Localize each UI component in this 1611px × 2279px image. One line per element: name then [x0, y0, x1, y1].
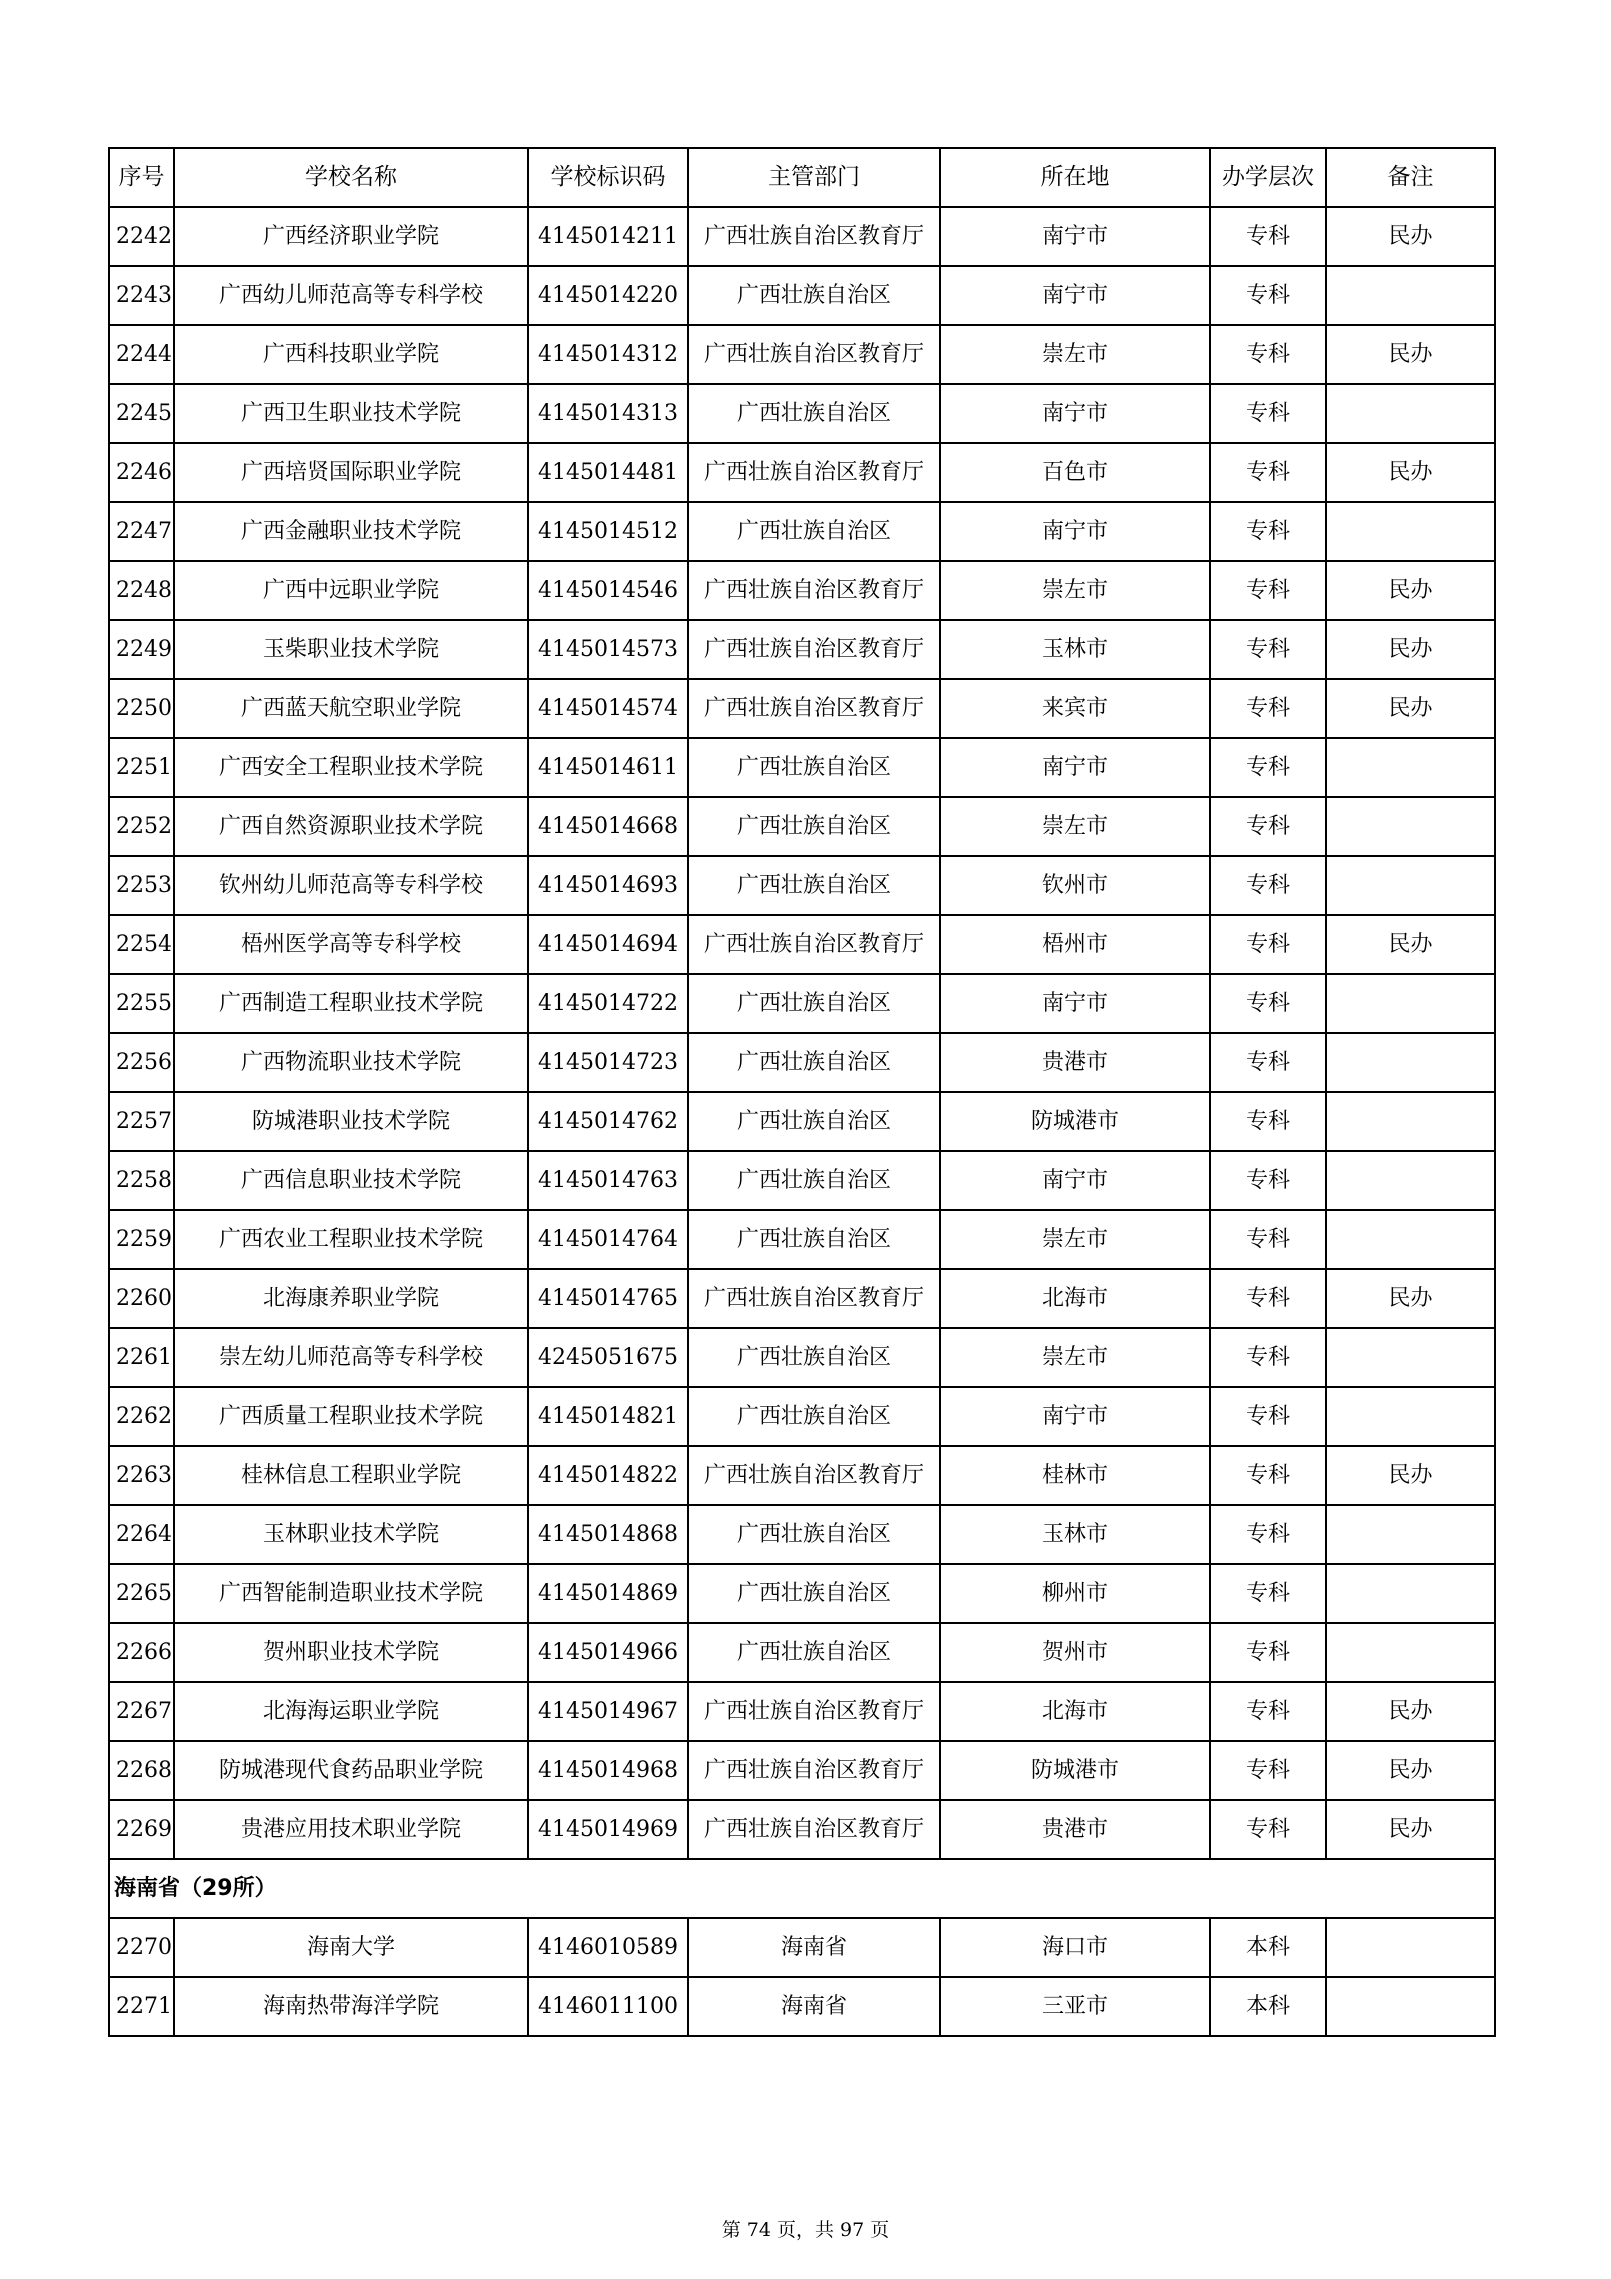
page-footer: 第 74 页，共 97 页 [721, 2219, 890, 2241]
school-name: 玉林职业技术学院 [174, 1505, 528, 1564]
table-row [109, 856, 1495, 915]
department: 海南省 [688, 1918, 940, 1977]
row-index: 2261 [109, 1328, 174, 1387]
row-index: 2256 [109, 1033, 174, 1092]
school-name: 贺州职业技术学院 [174, 1623, 528, 1682]
row-index: 2255 [109, 974, 174, 1033]
table-row [109, 1033, 1495, 1092]
row-index: 2269 [109, 1800, 174, 1859]
location: 崇左市 [940, 797, 1210, 856]
level: 本科 [1210, 1918, 1326, 1977]
level: 专科 [1210, 1151, 1326, 1210]
school-name: 广西质量工程职业技术学院 [174, 1387, 528, 1446]
school-code: 4145014573 [528, 620, 688, 679]
school-code: 4145014966 [528, 1623, 688, 1682]
remarks [1326, 856, 1495, 915]
school-name: 广西中远职业学院 [174, 561, 528, 620]
level: 专科 [1210, 207, 1326, 266]
school-code: 4145014313 [528, 384, 688, 443]
department: 广西壮族自治区 [688, 1210, 940, 1269]
table-row [109, 1977, 1495, 2036]
remarks [1326, 1387, 1495, 1446]
department: 广西壮族自治区 [688, 1564, 940, 1623]
school-code: 4145014765 [528, 1269, 688, 1328]
school-code: 4145014762 [528, 1092, 688, 1151]
location: 南宁市 [940, 1151, 1210, 1210]
row-index: 2270 [109, 1918, 174, 1977]
school-code: 4146010589 [528, 1918, 688, 1977]
department: 广西壮族自治区教育厅 [688, 1446, 940, 1505]
table-row [109, 1623, 1495, 1682]
school-code: 4145014722 [528, 974, 688, 1033]
level: 专科 [1210, 1033, 1326, 1092]
location: 南宁市 [940, 384, 1210, 443]
row-index: 2257 [109, 1092, 174, 1151]
location: 南宁市 [940, 1387, 1210, 1446]
table-row [109, 1151, 1495, 1210]
location: 北海市 [940, 1269, 1210, 1328]
remarks [1326, 1505, 1495, 1564]
header-department: 主管部门 [688, 148, 940, 207]
remarks [1326, 797, 1495, 856]
table-row [109, 1918, 1495, 1977]
school-name: 钦州幼儿师范高等专科学校 [174, 856, 528, 915]
school-code: 4145014967 [528, 1682, 688, 1741]
row-index: 2248 [109, 561, 174, 620]
location: 海口市 [940, 1918, 1210, 1977]
header-location: 所在地 [940, 148, 1210, 207]
level: 专科 [1210, 384, 1326, 443]
table-row [109, 1210, 1495, 1269]
remarks [1326, 1210, 1495, 1269]
row-index: 2264 [109, 1505, 174, 1564]
department: 广西壮族自治区 [688, 1387, 940, 1446]
school-code: 4145014969 [528, 1800, 688, 1859]
location: 崇左市 [940, 561, 1210, 620]
school-name: 广西金融职业技术学院 [174, 502, 528, 561]
location: 防城港市 [940, 1741, 1210, 1800]
school-code: 4145014868 [528, 1505, 688, 1564]
location: 崇左市 [940, 1210, 1210, 1269]
row-index: 2254 [109, 915, 174, 974]
remarks: 民办 [1326, 620, 1495, 679]
level: 专科 [1210, 679, 1326, 738]
table-row [109, 1446, 1495, 1505]
table-row [109, 738, 1495, 797]
location: 三亚市 [940, 1977, 1210, 2036]
row-index: 2263 [109, 1446, 174, 1505]
school-name: 崇左幼儿师范高等专科学校 [174, 1328, 528, 1387]
school-name: 广西经济职业学院 [174, 207, 528, 266]
level: 专科 [1210, 1800, 1326, 1859]
school-name: 广西物流职业技术学院 [174, 1033, 528, 1092]
header-school-name: 学校名称 [174, 148, 528, 207]
level: 专科 [1210, 1623, 1326, 1682]
row-index: 2260 [109, 1269, 174, 1328]
row-index: 2266 [109, 1623, 174, 1682]
level: 专科 [1210, 1446, 1326, 1505]
level: 专科 [1210, 1682, 1326, 1741]
row-index: 2244 [109, 325, 174, 384]
row-index: 2268 [109, 1741, 174, 1800]
level: 专科 [1210, 974, 1326, 1033]
table-row [109, 1741, 1495, 1800]
department: 广西壮族自治区 [688, 974, 940, 1033]
row-index: 2253 [109, 856, 174, 915]
remarks: 民办 [1326, 561, 1495, 620]
school-code: 4145014611 [528, 738, 688, 797]
remarks [1326, 1092, 1495, 1151]
location: 贺州市 [940, 1623, 1210, 1682]
level: 本科 [1210, 1977, 1326, 2036]
level: 专科 [1210, 1269, 1326, 1328]
school-name: 广西农业工程职业技术学院 [174, 1210, 528, 1269]
location: 桂林市 [940, 1446, 1210, 1505]
remarks: 民办 [1326, 325, 1495, 384]
table-row [109, 915, 1495, 974]
school-name: 防城港职业技术学院 [174, 1092, 528, 1151]
department: 广西壮族自治区 [688, 502, 940, 561]
school-code: 4145014763 [528, 1151, 688, 1210]
remarks [1326, 1918, 1495, 1977]
school-code: 4145014574 [528, 679, 688, 738]
remarks [1326, 1623, 1495, 1682]
location: 玉林市 [940, 1505, 1210, 1564]
level: 专科 [1210, 1328, 1326, 1387]
location: 南宁市 [940, 266, 1210, 325]
table-row [109, 679, 1495, 738]
school-code: 4145014546 [528, 561, 688, 620]
location: 南宁市 [940, 502, 1210, 561]
school-name: 北海康养职业学院 [174, 1269, 528, 1328]
school-code: 4145014694 [528, 915, 688, 974]
level: 专科 [1210, 325, 1326, 384]
remarks: 民办 [1326, 443, 1495, 502]
row-index: 2252 [109, 797, 174, 856]
row-index: 2247 [109, 502, 174, 561]
level: 专科 [1210, 1505, 1326, 1564]
level: 专科 [1210, 266, 1326, 325]
school-name: 广西自然资源职业技术学院 [174, 797, 528, 856]
remarks [1326, 1151, 1495, 1210]
department: 广西壮族自治区教育厅 [688, 1800, 940, 1859]
department: 广西壮族自治区教育厅 [688, 1682, 940, 1741]
location: 防城港市 [940, 1092, 1210, 1151]
level: 专科 [1210, 1387, 1326, 1446]
school-name: 广西蓝天航空职业学院 [174, 679, 528, 738]
location: 来宾市 [940, 679, 1210, 738]
department: 广西壮族自治区教育厅 [688, 915, 940, 974]
level: 专科 [1210, 1092, 1326, 1151]
school-name: 北海海运职业学院 [174, 1682, 528, 1741]
school-code: 4146011100 [528, 1977, 688, 2036]
school-name: 玉柴职业技术学院 [174, 620, 528, 679]
school-name: 广西幼儿师范高等专科学校 [174, 266, 528, 325]
remarks: 民办 [1326, 679, 1495, 738]
table-row [109, 207, 1495, 266]
row-index: 2267 [109, 1682, 174, 1741]
table-row [109, 1092, 1495, 1151]
department: 广西壮族自治区教育厅 [688, 1741, 940, 1800]
remarks [1326, 974, 1495, 1033]
department: 广西壮族自治区 [688, 797, 940, 856]
location: 玉林市 [940, 620, 1210, 679]
row-index: 2258 [109, 1151, 174, 1210]
department: 广西壮族自治区 [688, 856, 940, 915]
remarks: 民办 [1326, 915, 1495, 974]
school-name: 防城港现代食药品职业学院 [174, 1741, 528, 1800]
location: 百色市 [940, 443, 1210, 502]
school-code: 4145014723 [528, 1033, 688, 1092]
department: 广西壮族自治区 [688, 738, 940, 797]
table-row [109, 502, 1495, 561]
table-row [109, 620, 1495, 679]
table-row [109, 1328, 1495, 1387]
department: 广西壮族自治区教育厅 [688, 620, 940, 679]
department: 广西壮族自治区教育厅 [688, 1269, 940, 1328]
header-index: 序号 [109, 148, 174, 207]
school-name: 海南热带海洋学院 [174, 1977, 528, 2036]
table-row [109, 384, 1495, 443]
remarks [1326, 1564, 1495, 1623]
remarks [1326, 1033, 1495, 1092]
level: 专科 [1210, 915, 1326, 974]
department: 广西壮族自治区教育厅 [688, 207, 940, 266]
remarks: 民办 [1326, 1682, 1495, 1741]
remarks [1326, 266, 1495, 325]
location: 钦州市 [940, 856, 1210, 915]
location: 柳州市 [940, 1564, 1210, 1623]
row-index: 2262 [109, 1387, 174, 1446]
department: 海南省 [688, 1977, 940, 2036]
row-index: 2271 [109, 1977, 174, 2036]
school-code: 4245051675 [528, 1328, 688, 1387]
row-index: 2265 [109, 1564, 174, 1623]
header-level: 办学层次 [1210, 148, 1326, 207]
school-name: 海南大学 [174, 1918, 528, 1977]
school-table [108, 147, 1496, 2037]
header-remarks: 备注 [1326, 148, 1495, 207]
level: 专科 [1210, 797, 1326, 856]
department: 广西壮族自治区教育厅 [688, 325, 940, 384]
department: 广西壮族自治区 [688, 1623, 940, 1682]
table-row [109, 443, 1495, 502]
table-row [109, 1269, 1495, 1328]
location: 贵港市 [940, 1800, 1210, 1859]
table-row [109, 1800, 1495, 1859]
row-index: 2251 [109, 738, 174, 797]
department: 广西壮族自治区 [688, 1505, 940, 1564]
school-code: 4145014668 [528, 797, 688, 856]
row-index: 2249 [109, 620, 174, 679]
table-row [109, 266, 1495, 325]
location: 崇左市 [940, 1328, 1210, 1387]
school-code: 4145014764 [528, 1210, 688, 1269]
school-name: 梧州医学高等专科学校 [174, 915, 528, 974]
header-row [109, 148, 1495, 207]
department: 广西壮族自治区 [688, 266, 940, 325]
table-body [109, 207, 1495, 1859]
school-code: 4145014211 [528, 207, 688, 266]
remarks [1326, 502, 1495, 561]
school-code: 4145014312 [528, 325, 688, 384]
school-code: 4145014220 [528, 266, 688, 325]
school-name: 广西制造工程职业技术学院 [174, 974, 528, 1033]
table-row [109, 797, 1495, 856]
remarks: 民办 [1326, 1269, 1495, 1328]
school-name: 贵港应用技术职业学院 [174, 1800, 528, 1859]
remarks: 民办 [1326, 1800, 1495, 1859]
location: 北海市 [940, 1682, 1210, 1741]
school-name: 广西安全工程职业技术学院 [174, 738, 528, 797]
school-code: 4145014968 [528, 1741, 688, 1800]
location: 梧州市 [940, 915, 1210, 974]
table-row [109, 1387, 1495, 1446]
department: 广西壮族自治区 [688, 1151, 940, 1210]
school-code: 4145014512 [528, 502, 688, 561]
table-row [109, 325, 1495, 384]
department: 广西壮族自治区 [688, 384, 940, 443]
table-row [109, 1505, 1495, 1564]
row-index: 2245 [109, 384, 174, 443]
school-name: 广西科技职业学院 [174, 325, 528, 384]
school-name: 广西卫生职业技术学院 [174, 384, 528, 443]
school-name: 桂林信息工程职业学院 [174, 1446, 528, 1505]
remarks [1326, 1328, 1495, 1387]
school-code: 4145014869 [528, 1564, 688, 1623]
school-name: 广西培贤国际职业学院 [174, 443, 528, 502]
school-name: 广西信息职业技术学院 [174, 1151, 528, 1210]
level: 专科 [1210, 1741, 1326, 1800]
table-row [109, 974, 1495, 1033]
school-name: 广西智能制造职业技术学院 [174, 1564, 528, 1623]
level: 专科 [1210, 856, 1326, 915]
school-code: 4145014821 [528, 1387, 688, 1446]
department: 广西壮族自治区 [688, 1328, 940, 1387]
location: 崇左市 [940, 325, 1210, 384]
location: 贵港市 [940, 1033, 1210, 1092]
remarks [1326, 384, 1495, 443]
location: 南宁市 [940, 207, 1210, 266]
level: 专科 [1210, 1210, 1326, 1269]
table-body-hainan [109, 1918, 1495, 2036]
level: 专科 [1210, 502, 1326, 561]
level: 专科 [1210, 443, 1326, 502]
table-row [109, 1564, 1495, 1623]
school-code: 4145014693 [528, 856, 688, 915]
row-index: 2242 [109, 207, 174, 266]
remarks: 民办 [1326, 1741, 1495, 1800]
section-label: 海南省（29所） [109, 1859, 1495, 1918]
remarks: 民办 [1326, 1446, 1495, 1505]
location: 南宁市 [940, 738, 1210, 797]
department: 广西壮族自治区教育厅 [688, 561, 940, 620]
department: 广西壮族自治区教育厅 [688, 443, 940, 502]
department: 广西壮族自治区教育厅 [688, 679, 940, 738]
header-school-code: 学校标识码 [528, 148, 688, 207]
row-index: 2250 [109, 679, 174, 738]
school-code: 4145014822 [528, 1446, 688, 1505]
level: 专科 [1210, 561, 1326, 620]
department: 广西壮族自治区 [688, 1033, 940, 1092]
department: 广西壮族自治区 [688, 1092, 940, 1151]
remarks: 民办 [1326, 207, 1495, 266]
level: 专科 [1210, 1564, 1326, 1623]
location: 南宁市 [940, 974, 1210, 1033]
section-row [109, 1859, 1495, 1918]
remarks [1326, 738, 1495, 797]
row-index: 2243 [109, 266, 174, 325]
level: 专科 [1210, 738, 1326, 797]
row-index: 2246 [109, 443, 174, 502]
table-row [109, 561, 1495, 620]
school-code: 4145014481 [528, 443, 688, 502]
remarks [1326, 1977, 1495, 2036]
section-body [109, 1859, 1495, 1918]
table-row [109, 1682, 1495, 1741]
row-index: 2259 [109, 1210, 174, 1269]
level: 专科 [1210, 620, 1326, 679]
